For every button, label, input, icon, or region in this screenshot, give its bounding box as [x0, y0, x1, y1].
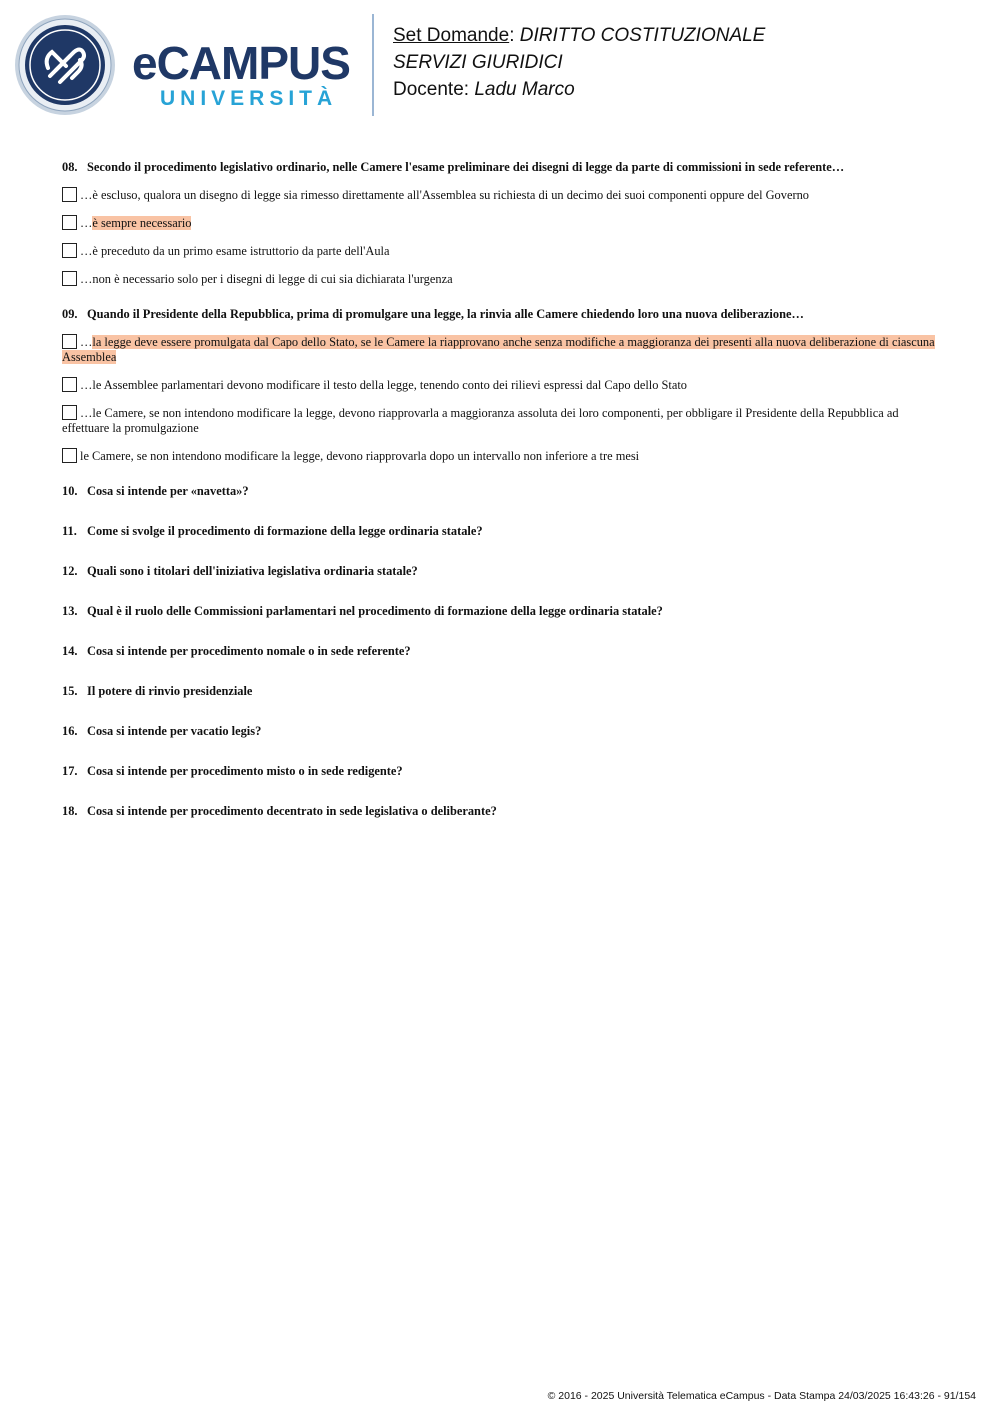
question-label: Il potere di rinvio presidenziale [87, 684, 253, 698]
question-label: Cosa si intende per «navetta»? [87, 484, 249, 498]
answer-text-correct: la legge deve essere promulgata dal Capo dello Stato, se le Camere la riapprovano anche senza modifiche a maggioranza dei presenti alla nuova deliberazione di ciascuna Assemblea [62, 335, 935, 364]
set-domande-separator: : [509, 25, 520, 46]
answer-prefix: … [80, 272, 93, 286]
answer-checkbox[interactable] [62, 187, 77, 202]
open-question [62, 764, 940, 804]
open-question [62, 604, 940, 644]
answer-prefix: … [80, 335, 93, 349]
answer-option[interactable] [62, 377, 940, 393]
questions-content [62, 160, 940, 844]
answer-option[interactable] [62, 405, 940, 436]
question-number: 12. [62, 564, 78, 578]
question-text [62, 307, 940, 322]
answer-text: non è necessario solo per i disegni di legge di cui sia dichiarata l'urgenza [92, 272, 453, 286]
header-info [393, 22, 765, 103]
answer-text: le Assemblee parlamentari devono modificare il testo della legge, tenendo conto dei rilievi espressi dal Capo dello Stato [92, 378, 687, 392]
question-label: Quali sono i titolari dell'iniziativa legislativa ordinaria statale? [87, 564, 418, 578]
universita-wordmark-text: UNIVERSITÀ [160, 87, 338, 110]
question-number: 10. [62, 484, 78, 498]
answer-prefix: … [80, 216, 93, 230]
open-question [62, 684, 940, 724]
docente-label: Docente: [393, 79, 475, 100]
set-domande-line [393, 22, 765, 49]
answer-option[interactable] [62, 243, 940, 259]
question-label: Cosa si intende per procedimento nomale o in sede referente? [87, 644, 411, 658]
answer-checkbox[interactable] [62, 405, 77, 420]
answer-checkbox[interactable] [62, 377, 77, 392]
question-number: 16. [62, 724, 78, 738]
answer-prefix: … [80, 406, 93, 420]
docente-line [393, 76, 765, 103]
question-number: 11. [62, 524, 77, 538]
question-number: 08. [62, 160, 78, 174]
ecampus-seal-logo [14, 14, 116, 116]
open-question [62, 564, 940, 604]
ecampus-wordmark [132, 37, 350, 110]
question-block [62, 307, 940, 464]
question-text [62, 160, 940, 175]
open-question [62, 724, 940, 764]
question-number: 09. [62, 307, 78, 321]
answer-option[interactable] [62, 187, 940, 203]
docente-value: Ladu Marco [474, 79, 575, 100]
question-label: Qual è il ruolo delle Commissioni parlamentari nel procedimento di formazione della legge ordinaria statale? [87, 604, 663, 618]
answer-checkbox[interactable] [62, 271, 77, 286]
answer-checkbox[interactable] [62, 243, 77, 258]
open-question [62, 484, 940, 524]
answer-text: è escluso, qualora un disegno di legge sia rimesso direttamente all'Assemblea su richiesta di un decimo dei suoi componenti oppure del Governo [92, 188, 809, 202]
question-number: 18. [62, 804, 78, 818]
set-domande-label: Set Domande [393, 25, 510, 46]
page-footer: © 2016 - 2025 Università Telematica eCampus - Data Stampa 24/03/2025 16:43:26 - 91/154 [547, 1390, 976, 1402]
question-number: 13. [62, 604, 78, 618]
question-label: Cosa si intende per procedimento decentrato in sede legislativa o deliberante? [87, 804, 497, 818]
answer-prefix: … [80, 378, 93, 392]
question-label: Quando il Presidente della Repubblica, prima di promulgare una legge, la rinvia alle Camere chiedendo loro una nuova deliberazione… [87, 307, 804, 321]
question-number: 17. [62, 764, 78, 778]
answer-option[interactable] [62, 271, 940, 287]
course-name: SERVIZI GIURIDICI [393, 52, 563, 73]
answer-checkbox[interactable] [62, 215, 77, 230]
question-number: 15. [62, 684, 78, 698]
set-domande-value: DIRITTO COSTITUZIONALE [519, 25, 766, 46]
open-question [62, 804, 940, 844]
answer-checkbox[interactable] [62, 334, 77, 349]
page-header [0, 0, 1000, 130]
question-label: Come si svolge il procedimento di formazione della legge ordinaria statale? [87, 524, 483, 538]
question-number: 14. [62, 644, 78, 658]
answer-checkbox[interactable] [62, 448, 77, 463]
answer-text: è preceduto da un primo esame istruttorio da parte dell'Aula [92, 244, 390, 258]
answer-prefix: … [80, 244, 93, 258]
question-label: Cosa si intende per vacatio legis? [87, 724, 262, 738]
answer-option[interactable] [62, 334, 940, 365]
ecampus-wordmark-text: eCAMPUS [132, 37, 350, 89]
question-block [62, 160, 940, 287]
header-divider [372, 14, 374, 116]
open-question [62, 524, 940, 564]
open-question [62, 644, 940, 684]
question-label: Cosa si intende per procedimento misto o in sede redigente? [87, 764, 403, 778]
answer-text: le Camere, se non intendono modificare la legge, devono riapprovarla a maggioranza assoluta dei loro componenti, per obbligare il Presidente della Repubblica ad effettuare la promulgazione [62, 406, 899, 435]
answer-text-correct: è sempre necessario [92, 216, 192, 230]
answer-option[interactable] [62, 448, 940, 464]
question-label: Secondo il procedimento legislativo ordinario, nelle Camere l'esame preliminare dei disegni di legge da parte di commissioni in sede referente… [87, 160, 845, 174]
answer-prefix: … [80, 188, 93, 202]
open-questions-list [62, 484, 940, 844]
answer-text: le Camere, se non intendono modificare la legge, devono riapprovarla dopo un intervallo non inferiore a tre mesi [80, 449, 640, 463]
answer-option[interactable] [62, 215, 940, 231]
